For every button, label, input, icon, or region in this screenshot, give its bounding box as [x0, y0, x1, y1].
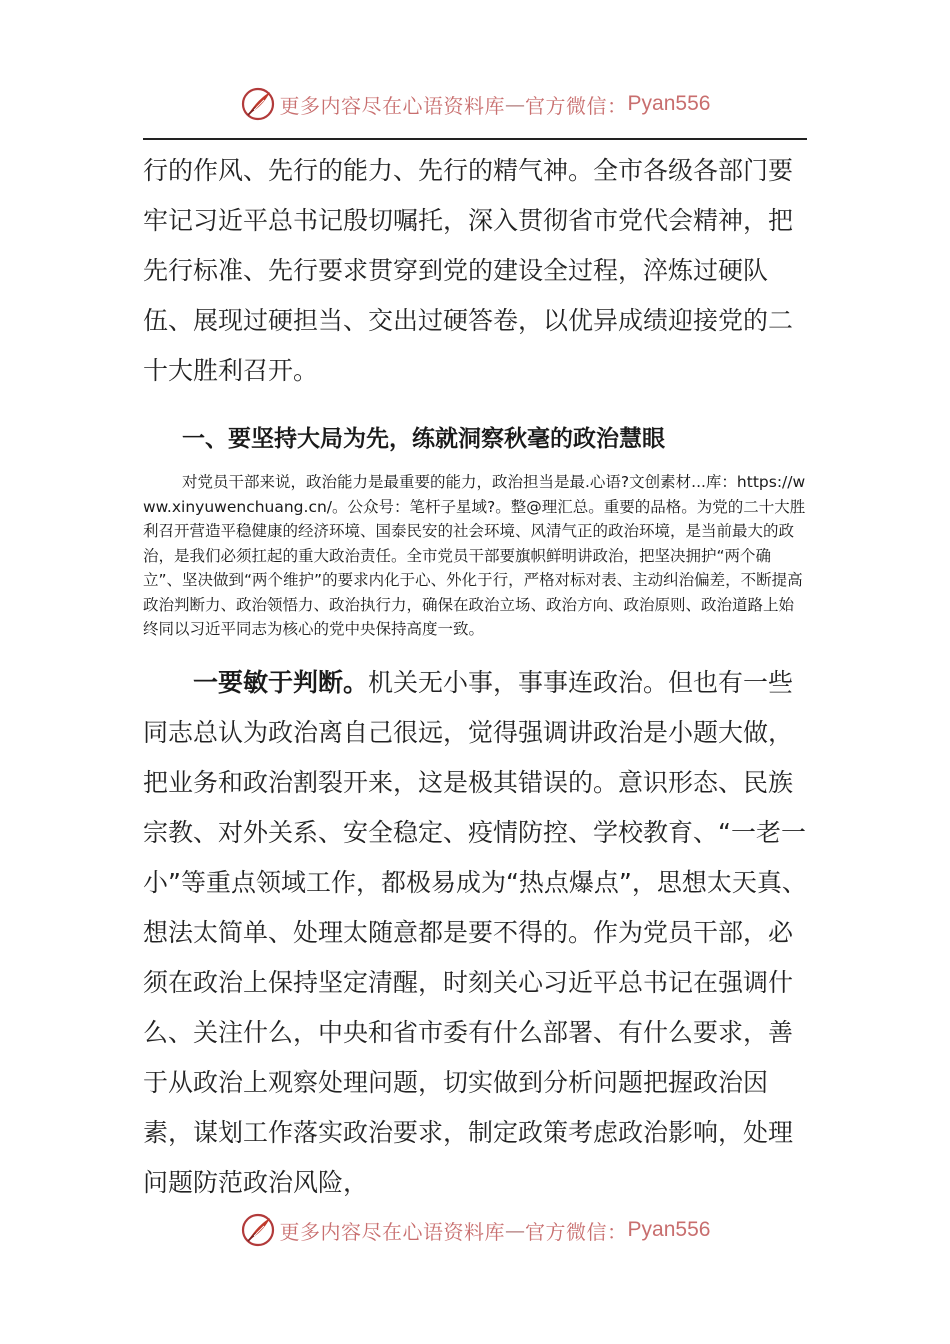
banner-handle: Pyan556	[627, 92, 711, 115]
banner-separator: —	[505, 1218, 526, 1242]
header-banner	[0, 84, 950, 124]
banner-text: 更多内容尽在心语资料库	[279, 1219, 506, 1244]
document-body	[143, 146, 807, 1208]
feather-pen-logo-icon	[240, 1212, 276, 1248]
small-paragraph: 对党员干部来说，政治能力是最重要的能力，政治担当是最.心语?文创素材...库：https://www.xinyuwenchuang.cn/。公众号：笔杆子星域?。整@理汇总。重要的品格。为党的二十大胜利召开营造平稳健康的经济环境、国泰民安的社会环境、风清气正的政治环境，是当前最大的政治，是我们必须扛起的重大政治责任。全市党员干部要旗帜鲜明讲政治，把坚决拥护“两个确立”、坚决做到“两个维护”的要求内化于心、外化于行，严格对标对表、主动纠治偏差，不断提高政治判断力、政治领悟力、政治执行力，确保在政治立场、政治方向、政治原则、政治道路上始终同以习近平同志为核心的党中央保持高度一致。	[143, 473, 806, 638]
footer-banner	[0, 1210, 950, 1250]
point-lead: 一要敏于判断。	[193, 667, 369, 697]
section-heading: 一、要坚持大局为先，练就洞察秋毫的政治慧眼	[182, 426, 665, 452]
banner-separator: —	[505, 92, 526, 116]
banner-text: 更多内容尽在心语资料库	[279, 93, 506, 118]
banner-label: 官方微信：	[525, 93, 628, 118]
point-text: 机关无小事，事事连政治。但也有一些同志总认为政治离自己很远，觉得强调讲政治是小题大做，把业务和政治割裂开来，这是极其错误的。意识形态、民族宗教、对外关系、安全稳定、疫情防控、学校教育、“一老一小”等重点领域工作，都极易成为“热点爆点”，思想太天真、想法太简单、处理太随意都是要不得的。作为党员干部，必须在政治上保持坚定清醒，时刻关心习近平总书记在强调什么、关注什么，中央和省市委有什么部署、有什么要求，善于从政治上观察处理问题，切实做到分析问题把握政治因素，谋划工作落实政治要求，制定政策考虑政治影响，处理问题防范政治风险，	[143, 667, 807, 1197]
feather-pen-logo-icon	[240, 86, 276, 122]
intro-paragraph: 行的作风、先行的能力、先行的精气神。全市各级各部门要牢记习近平总书记殷切嘱托，深入贯彻省市党代会精神，把先行标准、先行要求贯穿到党的建设全过程，淬炼过硬队伍、展现过硬担当、交出过硬答卷，以优异成绩迎接党的二十大胜利召开。	[143, 156, 794, 385]
banner-handle: Pyan556	[627, 1218, 711, 1241]
point-paragraph	[143, 658, 807, 1208]
header-divider	[143, 138, 807, 140]
banner-label: 官方微信：	[525, 1219, 628, 1244]
